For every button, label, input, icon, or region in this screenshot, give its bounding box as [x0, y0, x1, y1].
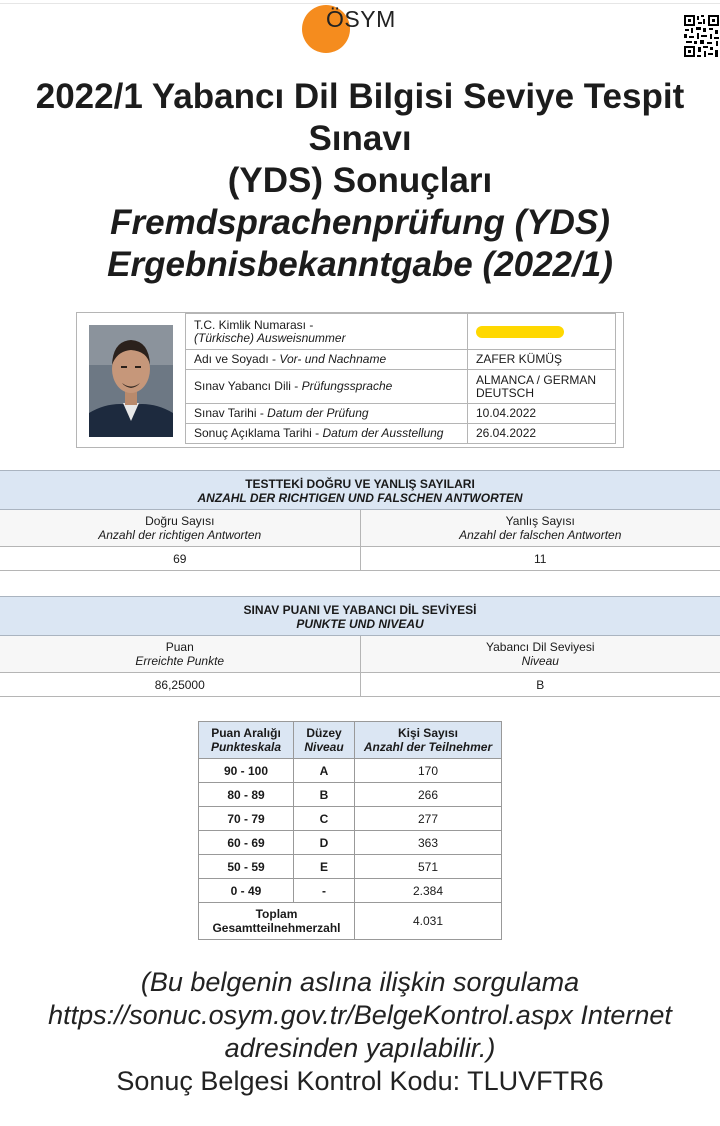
title-line: (YDS) Sonuçları — [227, 161, 493, 200]
range-cell: 90 - 100 — [199, 759, 294, 783]
level-header: Düzey — [306, 726, 342, 740]
correct-label-de: Anzahl der richtigen Antworten — [98, 528, 262, 542]
answers-section-header — [0, 470, 720, 510]
level-cell: A — [294, 759, 355, 783]
subtitle-line: Ergebnisbekanntgabe (2022/1) — [107, 245, 613, 284]
level-label: Yabancı Dil Seviyesi — [486, 640, 595, 654]
answers-labels-row — [0, 510, 720, 547]
count-cell: 363 — [355, 831, 502, 855]
count-cell: 170 — [355, 759, 502, 783]
candidate-info-box — [76, 312, 624, 448]
language-label: Sınav Yabancı Dili - — [194, 379, 302, 393]
table-row — [199, 759, 502, 783]
qr-code-icon — [683, 14, 720, 59]
correct-value: 69 — [0, 547, 361, 570]
total-label-de: Gesamtteilnehmerzahl — [212, 921, 341, 935]
level-cell: E — [294, 855, 355, 879]
level-header-de: Niveau — [304, 740, 344, 754]
scale-header-row — [199, 722, 502, 759]
answers-section — [0, 470, 720, 571]
count-cell: 277 — [355, 807, 502, 831]
exam-date-label-de: Datum der Prüfung — [267, 406, 369, 420]
osym-logo — [300, 3, 410, 55]
wrong-label: Yanlış Sayısı — [505, 514, 575, 528]
table-row — [199, 855, 502, 879]
total-value: 4.031 — [355, 903, 502, 940]
result-date-value: 26.04.2022 — [468, 424, 616, 444]
score-section — [0, 596, 720, 697]
wrong-value: 11 — [534, 552, 547, 566]
info-row-exam-date — [186, 404, 616, 424]
name-label-de: Vor- und Nachname — [279, 352, 387, 366]
level-cell: D — [294, 831, 355, 855]
info-row-id — [186, 314, 616, 350]
count-cell: 2.384 — [355, 879, 502, 903]
total-row — [199, 903, 502, 940]
document-title — [0, 76, 720, 286]
info-row-language — [186, 370, 616, 404]
candidate-info-table — [185, 313, 616, 444]
score-labels-row — [0, 636, 720, 673]
subtitle-line: Fremdsprachenprüfung (YDS) — [110, 203, 610, 242]
level-cell: B — [294, 783, 355, 807]
candidate-photo — [89, 325, 173, 437]
score-label-de: Erreichte Punkte — [135, 654, 225, 668]
footer-url-line: https://sonuc.osym.gov.tr/BelgeKontrol.aspx Internet — [48, 1000, 672, 1030]
name-label: Adı ve Soyadı - — [194, 352, 280, 366]
score-value: 86,25000 — [0, 673, 361, 696]
title-line: Sınavı — [308, 119, 412, 158]
range-cell: 0 - 49 — [199, 879, 294, 903]
wrong-label-de: Anzahl der falschen Antworten — [459, 528, 622, 542]
range-cell: 80 - 89 — [199, 783, 294, 807]
table-row — [199, 831, 502, 855]
score-section-header — [0, 596, 720, 636]
table-row — [199, 879, 502, 903]
count-header: Kişi Sayısı — [397, 726, 459, 740]
score-title-de: PUNKTE UND NIVEAU — [296, 617, 424, 631]
score-label: Puan — [165, 640, 194, 654]
exam-date-value: 10.04.2022 — [468, 404, 616, 424]
total-label: Toplam — [255, 907, 298, 921]
count-cell: 571 — [355, 855, 502, 879]
score-values-row — [0, 673, 720, 697]
level-cell: - — [294, 879, 355, 903]
range-cell: 50 - 59 — [199, 855, 294, 879]
id-label-de: (Türkische) Ausweisnummer — [194, 330, 346, 345]
answers-values-row — [0, 547, 720, 571]
result-date-label-de: Datum der Ausstellung — [322, 426, 444, 440]
result-date-label: Sonuç Açıklama Tarihi - — [194, 426, 323, 440]
range-header-de: Punkteskala — [210, 740, 282, 754]
level-value: B — [536, 678, 545, 692]
control-code: Sonuç Belgesi Kontrol Kodu: TLUVFTR6 — [116, 1066, 604, 1096]
info-row-result-date — [186, 424, 616, 444]
score-title: SINAV PUANI VE YABANCI DİL SEVİYESİ — [243, 603, 477, 617]
count-header-de: Anzahl der Teilnehmer — [363, 740, 493, 754]
level-label-de: Niveau — [521, 654, 559, 668]
answers-title: TESTTEKİ DOĞRU VE YANLIŞ SAYILARI — [245, 477, 475, 491]
exam-date-label: Sınav Tarihi - — [194, 406, 268, 420]
score-scale-table — [198, 721, 502, 940]
answers-title-de: ANZAHL DER RICHTIGEN UND FALSCHEN ANTWORTEN — [197, 491, 523, 505]
footer-line: (Bu belgenin aslına ilişkin sorgulama — [140, 967, 580, 997]
level-cell: C — [294, 807, 355, 831]
range-header: Puan Aralığı — [211, 726, 281, 740]
logo-text: ÖSYM — [326, 6, 396, 32]
range-cell: 60 - 69 — [199, 831, 294, 855]
id-label: T.C. Kimlik Numarası - — [194, 317, 314, 332]
table-row — [199, 783, 502, 807]
name-value: ZAFER KÜMÜŞ — [468, 350, 616, 370]
range-cell: 70 - 79 — [199, 807, 294, 831]
title-line: 2022/1 Yabancı Dil Bilgisi Seviye Tespit — [35, 77, 685, 116]
info-row-name — [186, 350, 616, 370]
verification-footer — [0, 966, 720, 1097]
redacted-id-value — [476, 326, 564, 338]
table-row — [199, 807, 502, 831]
correct-label: Doğru Sayısı — [145, 514, 215, 528]
language-value: ALMANCA / GERMAN DEUTSCH — [468, 370, 616, 404]
footer-line: adresinden yapılabilir.) — [224, 1033, 496, 1063]
language-label-de: Prüfungssprache — [301, 379, 393, 393]
count-cell: 266 — [355, 783, 502, 807]
